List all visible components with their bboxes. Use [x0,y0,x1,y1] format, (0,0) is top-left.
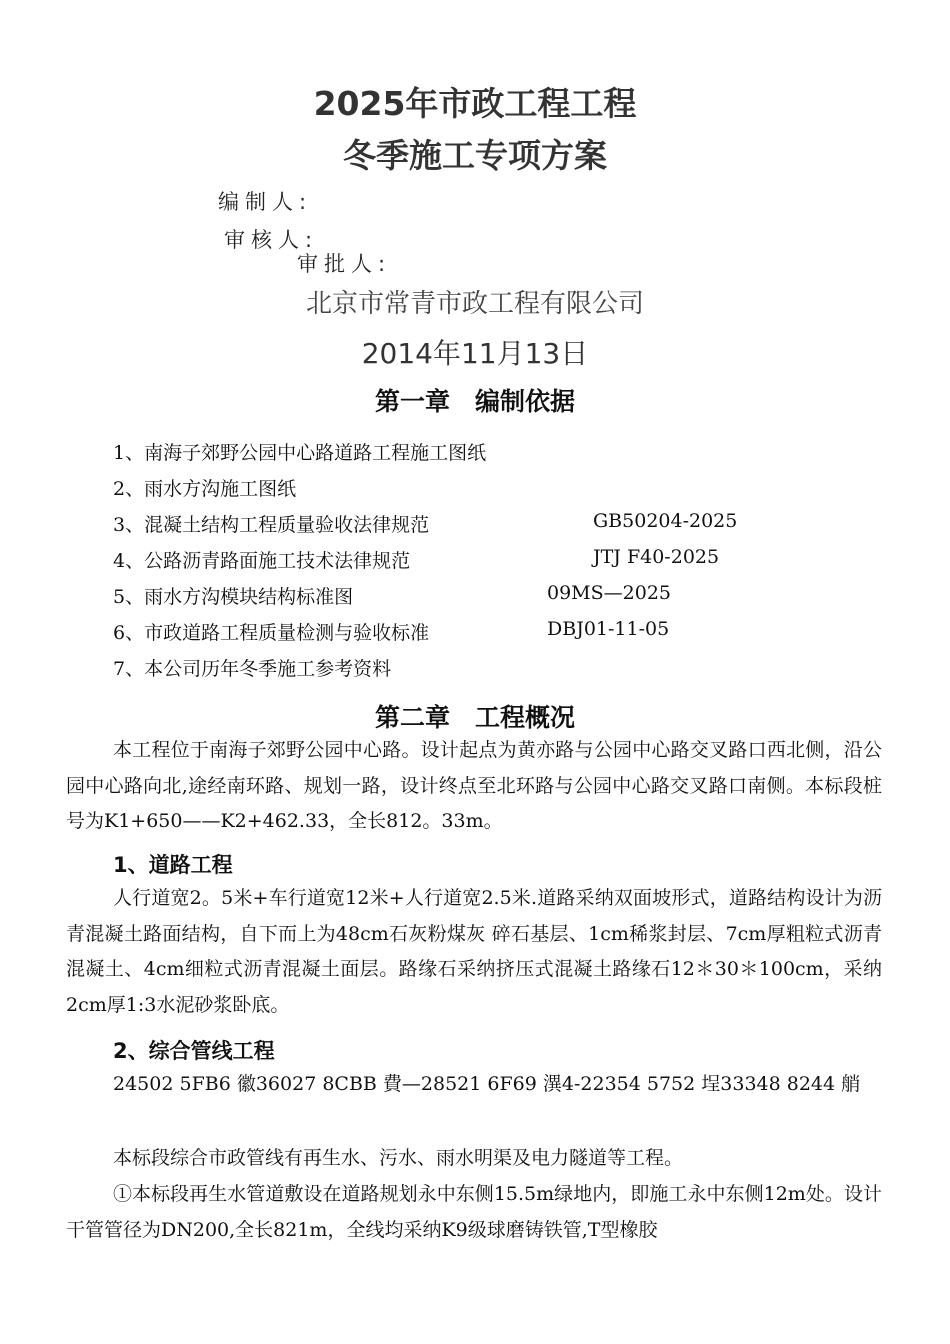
reference-item: 3、混凝土结构工程质量验收法律规范 [113,514,430,536]
project-overview-paragraph: 本工程位于南海子郊野公园中心路。设计起点为黄亦路与公园中心路交叉路口西北侧，沿公园中心路向北,途经南环路、规划一路，设计终点至北环路与公园中心路交叉路口南侧。本标段桩号为K1+650——K2+462.33，全长812。33m。 [66,739,882,833]
document-title-line2: 冬季施工专项方案 [343,136,607,175]
editor-label: 编制人: [218,190,313,214]
section-road-title: 1、道路工程 [113,853,233,877]
reviewer-label: 审核人: [224,228,319,252]
document-title-line1: 2025年市政工程工程 [313,84,637,123]
company-name: 北京市常青市政工程有限公司 [305,289,644,319]
reference-code: JTJ F40-2025 [593,546,720,568]
pipeline-summary-paragraph: 本标段综合市政管线有再生水、污水、雨水明渠及电力隧道等工程。 [113,1147,684,1169]
chapter2-title: 第二章 工程概况 [374,703,575,732]
reference-item: 6、市政道路工程质量检测与验收标准 [113,622,430,644]
reference-item: 1、南海子郊野公园中心路道路工程施工图纸 [113,442,487,464]
reference-item: 7、本公司历年冬季施工参考资料 [113,658,392,680]
document-date: 2014年11月13日 [361,337,589,370]
road-engineering-paragraph: 人行道宽2。5米+车行道宽12米+人行道宽2.5米.道路采纳双面坡形式，道路结构设计为沥青混凝土路面结构，自下而上为48cm石灰粉煤灰 碎石基层、1cm稀浆封层、7cm厚粗粒式沥青混凝土、4cm细粒式沥青混凝土面层。路缘石采纳挤压式混凝土路缘石12＊30＊100cm，采纳2cm厚1:3水泥砂浆卧底。 [66,887,882,1016]
reference-code: DBJ01-11-05 [547,618,670,640]
reclaimed-water-paragraph: ①本标段再生水管道敷设在道路规划永中东侧15.5m绿地内，即施工永中东侧12m处。设计干管管径为DN200,全长821m，全线均采纳K9级球磨铸铁管,T型橡胶 [66,1183,882,1241]
reference-code: GB50204-2025 [593,510,738,532]
reference-item: 5、雨水方沟模块结构标准图 [113,586,354,608]
pipeline-code-paragraph: 24502 5FB6 徽36027 8CBB 費—28521 6F69 潩4-22354 5752 埕33348 8244 艄 [113,1073,861,1095]
reference-item: 4、公路沥青路面施工技术法律规范 [113,550,411,572]
reference-code: 09MS—2025 [547,582,672,604]
reference-item: 2、雨水方沟施工图纸 [113,478,297,500]
section-pipeline-title: 2、综合管线工程 [113,1039,275,1063]
approver-label: 审批人: [297,252,392,276]
chapter1-title: 第一章 编制依据 [374,387,575,416]
